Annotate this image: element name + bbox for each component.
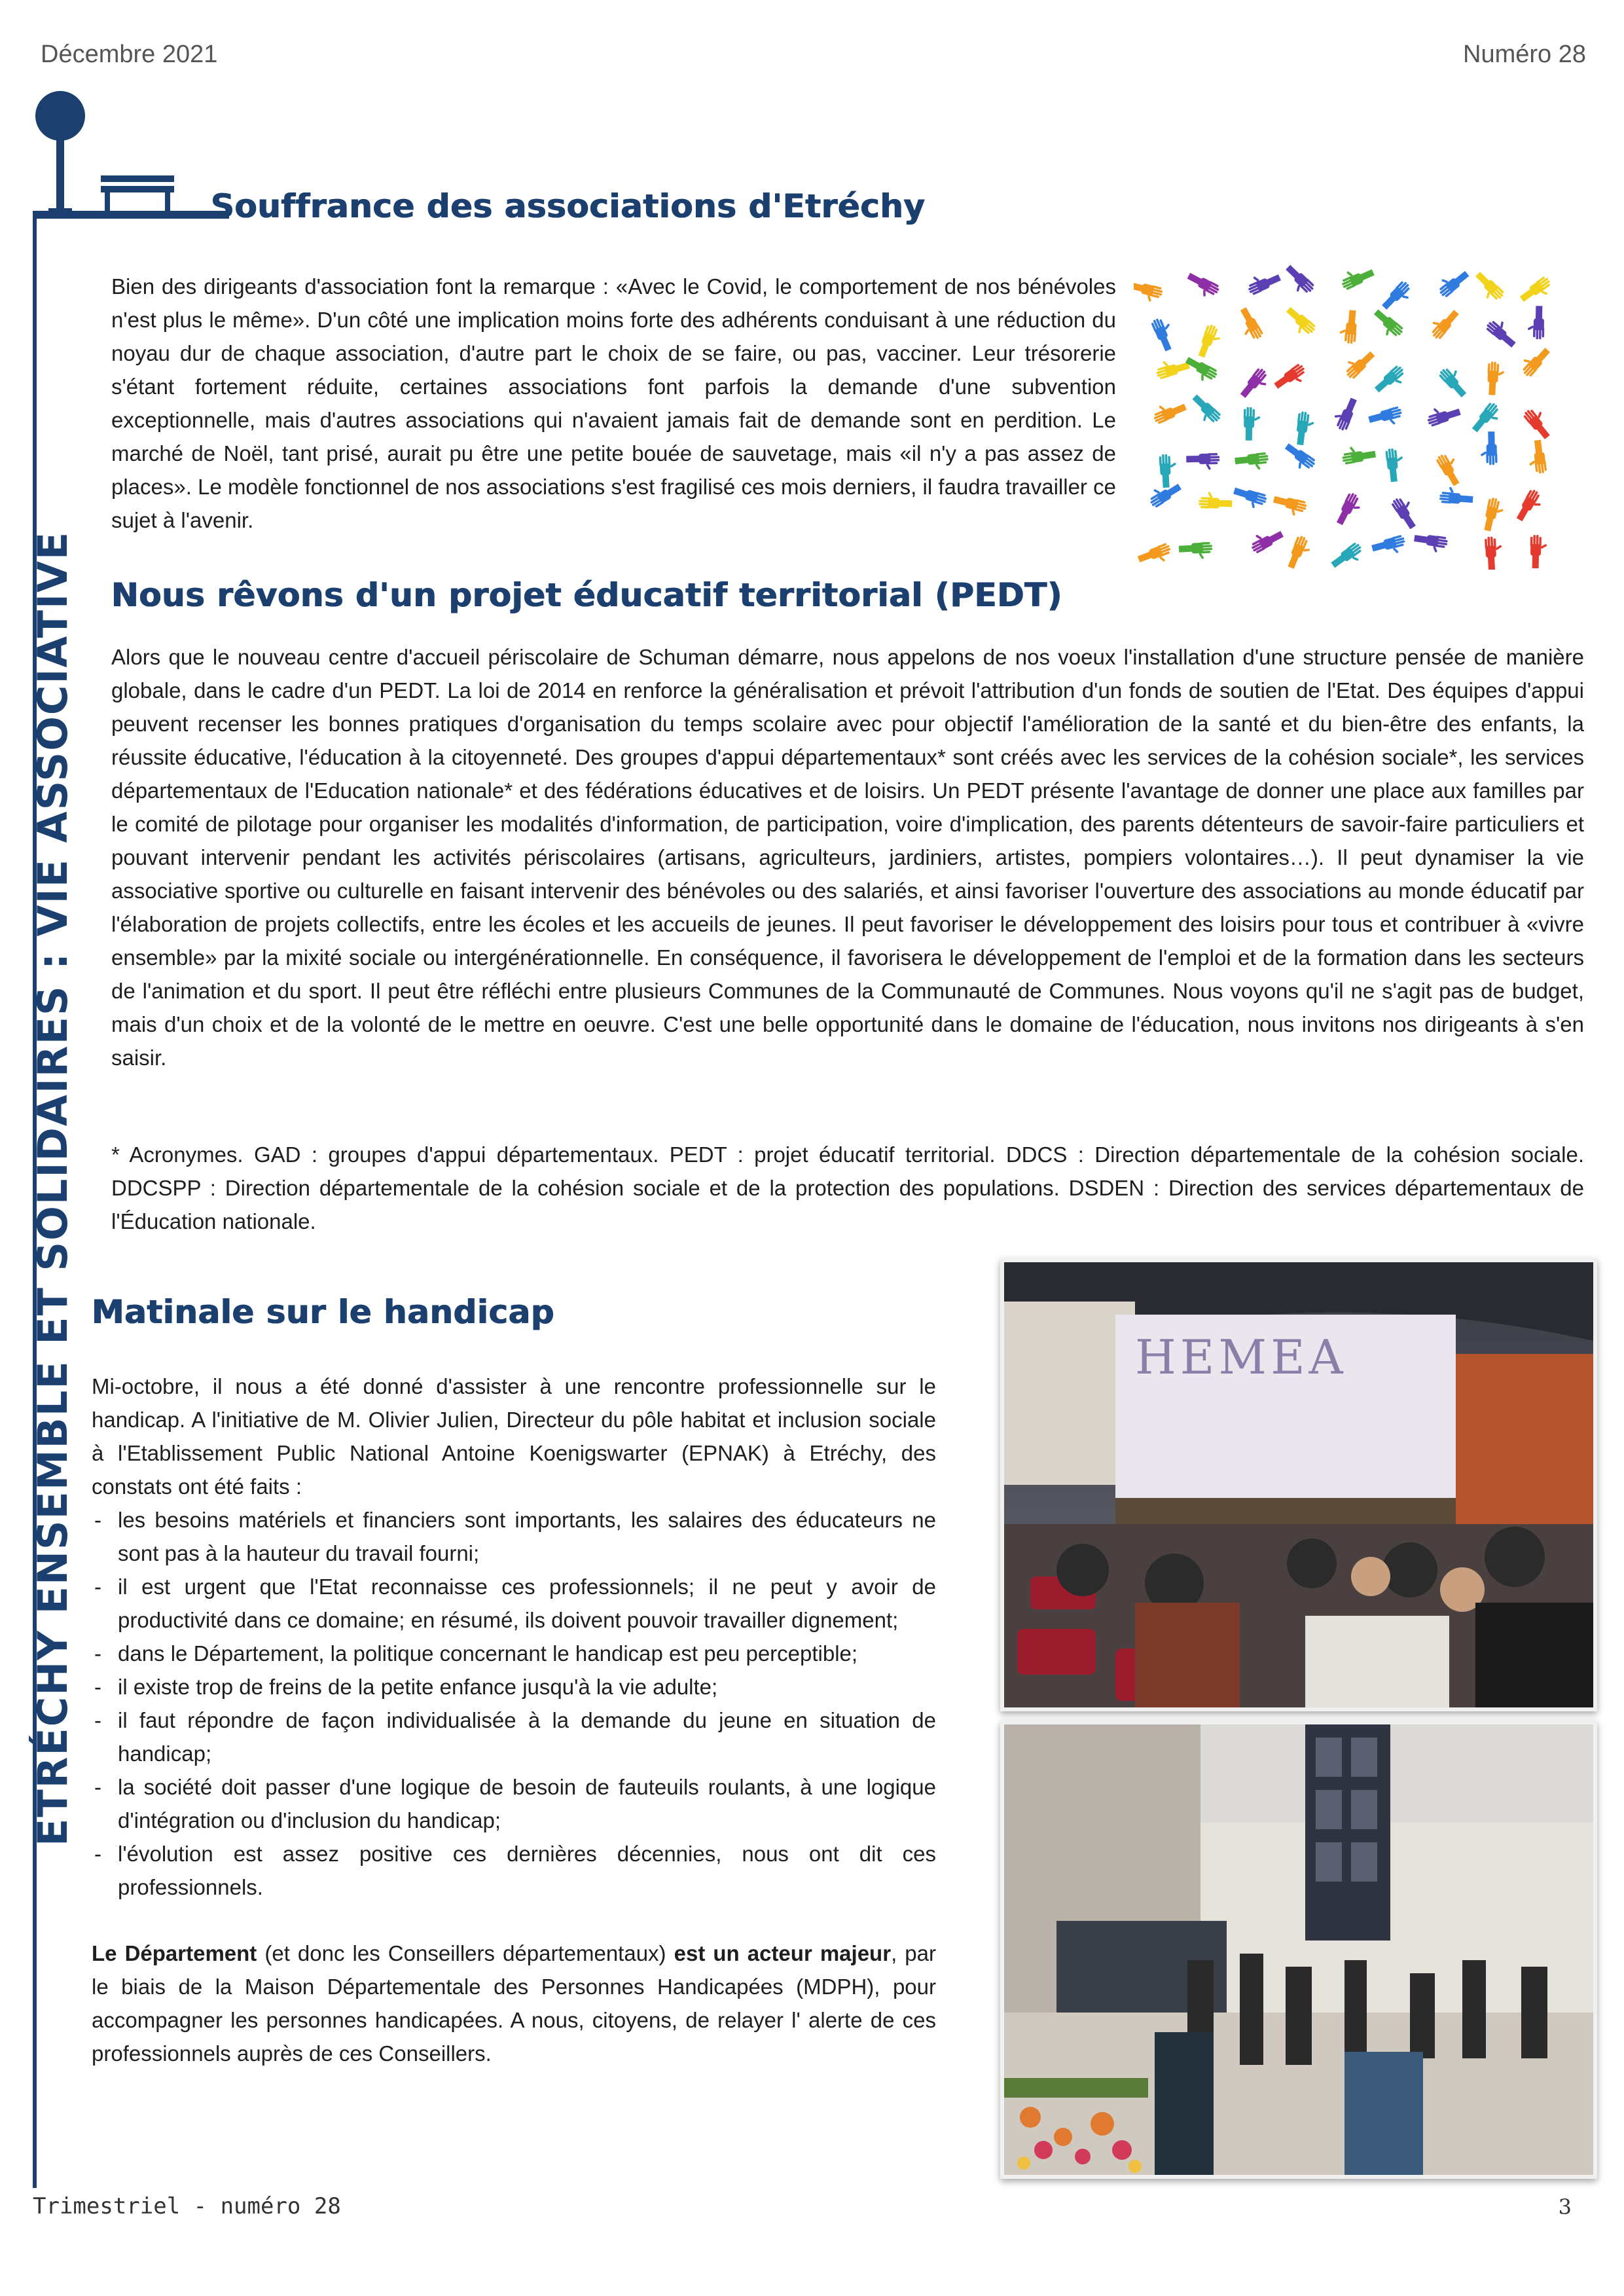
closing-paragraph xyxy=(92,1937,936,2070)
list-item: - il faut répondre de façon individualisée à la demande du jeune en situation de handicap; xyxy=(92,1704,936,1770)
list-item: - les besoins matériels et financiers sont importants, les salaires des éducateurs ne sont pas à la hauteur du travail fourni; xyxy=(92,1503,936,1570)
list-item: - dans le Département, la politique concernant le handicap est peu perceptible; xyxy=(92,1637,936,1670)
hemea-sign: HEMEA xyxy=(1135,1330,1347,1385)
closing-text-1: (et donc les Conseillers départementaux) xyxy=(257,1941,674,1965)
list-item: - l'évolution est assez positive ces dernières décennies, nous ont dit ces professionnels. xyxy=(92,1837,936,1904)
list-item: - il est urgent que l'Etat reconnaisse ces professionnels; il ne peut y avoir de productivité dans ce domaine; en résumé, ils doivent pouvoir travailler dignement; xyxy=(92,1570,936,1637)
bench-icon xyxy=(98,169,177,215)
issue-date: Décembre 2021 xyxy=(41,41,218,68)
section-body-pedt: Alors que le nouveau centre d'accueil périscolaire de Schuman démarre, nous appelons de nos voeux l'installation d'une structure pensée de manière globale, dans le cadre d'un PEDT. La loi de 2014 en renforce la généralisation et prévoit l'attribution d'un fonds de soutien de l'Etat. Des équipes d'appui peuvent recenser les bonnes pratiques d'organisation du temps scolaire avec pour objectif l'amélioration de la santé et du bien-être des enfants, la réussite éducative, l'éducation à la citoyenneté. Des groupes d'appui départementaux* sont créés avec les services de la cohésion sociale*, les services départementaux de l'Education nationale* et des fédérations éducatives et de loisirs. Un PEDT présente l'avantage de donner une place aux familles par le comité de pilotage pour organiser les modalités d'information, de participation, voire d'implication, des parents détenteurs de savoir-faire particuliers et pouvant intervenir pendant les activités périscolaires (artisans, agriculteurs, jardiniers, artistes, pompiers volontaires…). Il peut dynamiser la vie associative sportive ou culturelle en faisant intervenir des bénévoles ou des salariés, et ainsi favoriser l'ouverture des associations au monde éducatif par l'élaboration de projets collectifs, entre les écoles et les accueils de jeunes. Il peut favoriser le développement des loisirs pour tous et contribuer à «vivre ensemble» par la mixité sociale ou intergénérationnelle. En conséquence, il favorisera le développement de l'emploi et de la formation dans les secteurs de l'animation et du sport. Il peut être réfléchi entre plusieurs Communes de la Communauté de Communes. Nous voyons qu'il ne s'agit pas de budget, mais d'un choix et de la volonté de le mettre en oeuvre. C'est une belle opportunité dans le domaine de l'éducation, nous invitons nos dirigeants à s'en saisir. xyxy=(111,645,1584,1070)
section-intro-handicap: Mi-octobre, il nous a été donné d'assister à une rencontre professionnelle sur le handicap. A l'initiative de M. Olivier Julien, Directeur du pôle habitat et inclusion sociale à l'Etablissement Public National Antoine Koenigswarter (EPNAK) à Etréchy, des constats ont été faits : xyxy=(92,1374,936,1499)
section-body-associations: Bien des dirigeants d'association font la remarque : «Avec le Covid, le comportement de nos bénévoles n'est plus le même». D'un côté une implication moins forte des adhérents conduisant à une réduction du noyau dur de chaque association, d'autre part le choix de se faire, ou pas, vacciner. Leur trésorerie s'étant fortement réduite, certaines associations font parfois la demande d'une subvention exceptionnelle, mais d'autres associations qui n'avaient jamais fait de demande sont en perdition. Le marché de Noël, tant prisé, aurait pu être une petite bouée de sauvetage, mais «il n'y a pas assez de places». Le modèle fonctionnel de nos associations s'est fragilisé ces mois derniers, il faudra travailler ce sujet à l'avenir. xyxy=(111,274,1116,532)
list-item: - il existe trop de freins de la petite enfance jusqu'à la vie adulte; xyxy=(92,1670,936,1704)
tree-icon xyxy=(34,86,86,217)
sidebar-vertical-title: ETRÉCHY ENSEMBLE ET SOLIDAIRES : VIE ASSOCIATIVE xyxy=(29,530,77,1846)
page-number: 3 xyxy=(1558,2195,1572,2219)
colorful-hands-illustration xyxy=(1134,262,1553,570)
section-title-associations: Souffrance des associations d'Etréchy xyxy=(211,187,926,225)
sidebar-rule-top xyxy=(33,211,229,219)
conference-photo xyxy=(1000,1258,1597,1711)
list-item: - la société doit passer d'une logique de besoin de fauteuils roulants, à une logique d'intégration ou d'inclusion du handicap; xyxy=(92,1770,936,1837)
outdoor-gathering-photo xyxy=(1000,1721,1597,2179)
section-title-pedt: Nous rêvons d'un projet éducatif territorial (PEDT) xyxy=(111,576,1063,614)
findings-list xyxy=(92,1503,936,1904)
footer-publication: Trimestriel - numéro 28 xyxy=(33,2193,341,2219)
closing-bold-department: Le Département xyxy=(92,1941,257,1965)
section-title-handicap: Matinale sur le handicap xyxy=(92,1293,555,1331)
issue-number: Numéro 28 xyxy=(1463,41,1586,68)
closing-bold-actor: est un acteur majeur xyxy=(674,1941,892,1965)
closing-text-2: , par le biais de la Maison Départementale des Personnes Handicapées (MDPH), pour accompagner les personnes handicapées. A nous, citoyens, de relayer l' alerte de ces professionnels auprès de ces Conseillers. xyxy=(92,1941,936,2066)
acronyms-note: * Acronymes. GAD : groupes d'appui départementaux. PEDT : projet éducatif territorial. DDCS : Direction départementale de la cohésion sociale. DDCSPP : Direction départementale de la cohésion sociale et de la protection des populations. DSDEN : Direction des services départementaux de l'Éducation nationale. xyxy=(111,1142,1584,1233)
